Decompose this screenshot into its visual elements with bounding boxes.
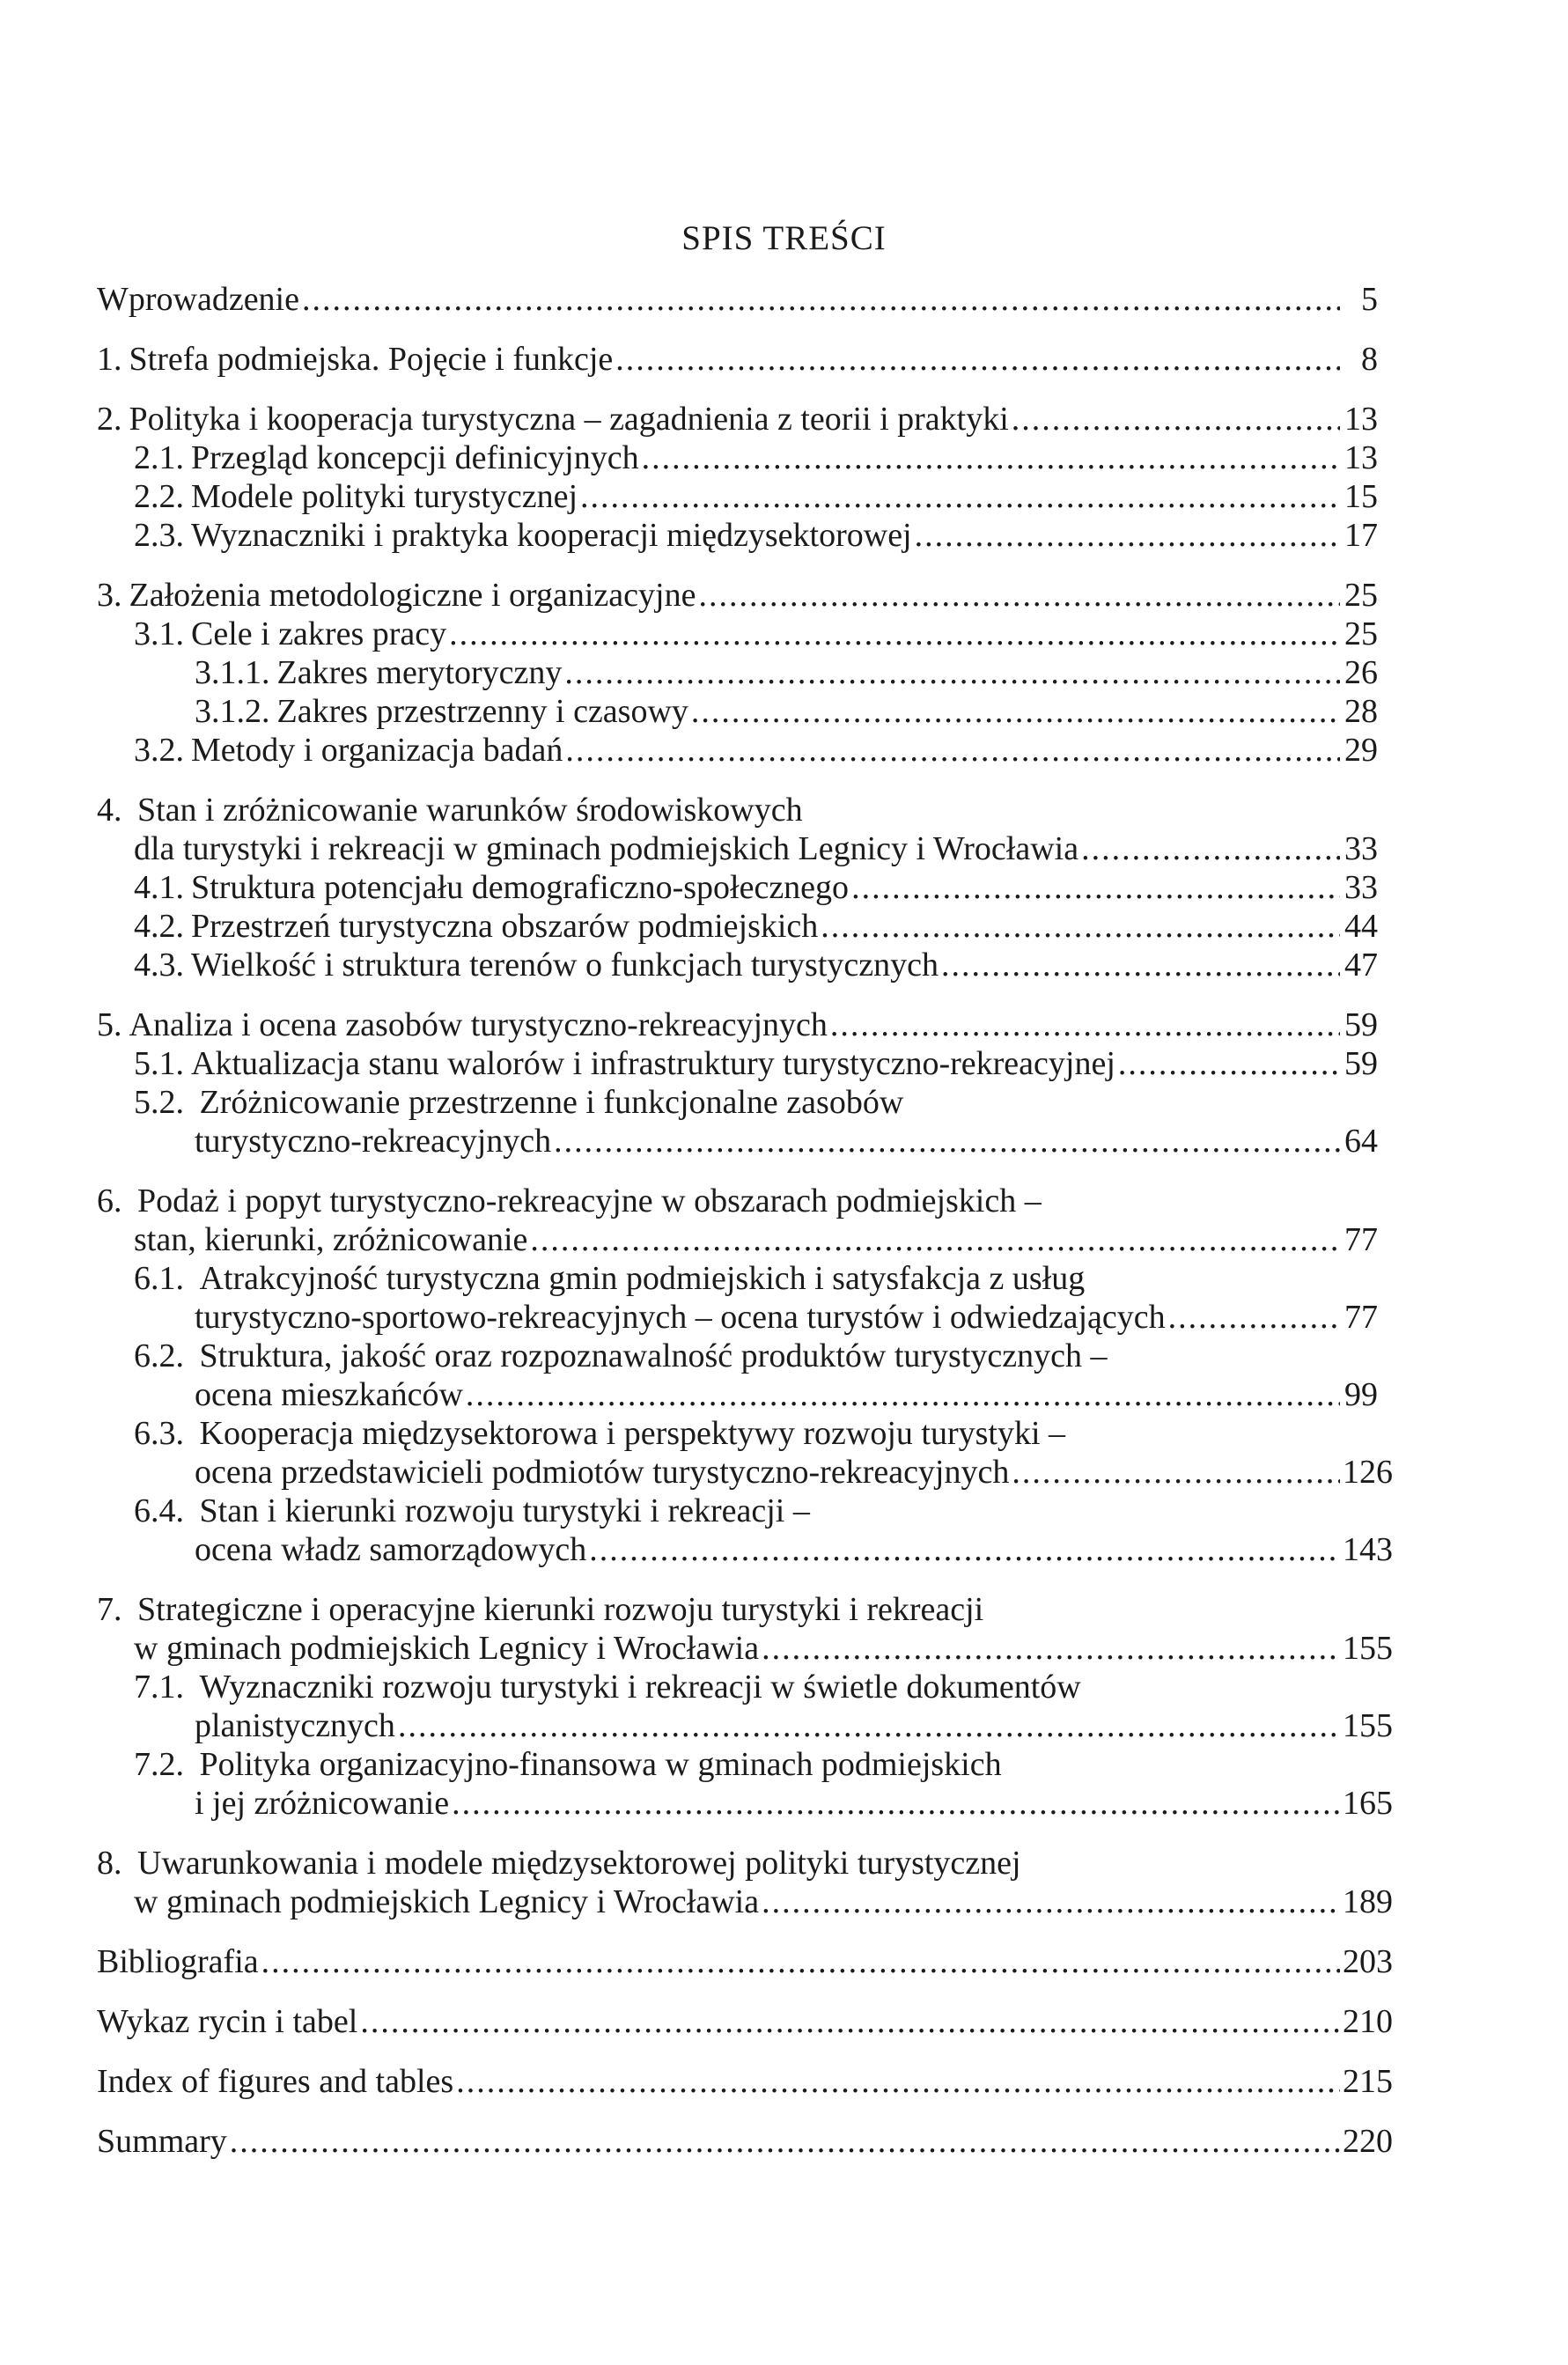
toc-entry-section-5-2-first-line [97,1083,1378,1122]
toc-entry-label-first: Uwarunkowania i modele międzysektorowej polityki turystycznej [137,1845,1021,1882]
table-of-contents [97,280,1393,2161]
toc-entry-section-5-2 [97,1122,1378,1160]
toc-entry-label: turystyczno-sportowo-rekreacyjnych – ocena turystów i odwiedzających [195,1299,1166,1336]
toc-entry-page: 59 [1344,1006,1378,1043]
toc-entry-page: 28 [1344,693,1378,730]
toc-entry-label: ocena przedstawicieli podmiotów turystyczno-rekreacyjnych [195,1454,1010,1491]
toc-entry-section-6-3 [97,1453,1393,1492]
dot-leader [830,1006,1340,1044]
toc-entry-page: 203 [1343,1943,1393,1980]
toc-entry-number: 2.3. [134,517,184,554]
dot-leader [261,1942,1340,1981]
toc-entry-label-first: Stan i kierunki rozwoju turystyki i rekreacji – [199,1492,810,1529]
toc-entry-section-6-4 [97,1530,1393,1569]
toc-entry-number: 1. [97,341,122,378]
toc-entry-page: 155 [1343,1630,1393,1667]
toc-entry-number: 3.1.1. [195,654,270,691]
dot-leader [398,1706,1340,1745]
toc-entry-index-of-figures [97,2062,1393,2101]
toc-entry-number: 6.2. [134,1337,184,1374]
toc-entry-label: Aktualizacja stanu walorów i infrastruktury turystyczno-rekreacyjnej [191,1045,1115,1082]
toc-entry-number: 7.1. [134,1669,184,1706]
toc-entry-label: Index of figures and tables [97,2063,454,2100]
toc-entry-number: 7. [97,1591,122,1628]
toc-entry-page: 126 [1343,1454,1393,1491]
toc-entry-number: 4.3. [134,947,184,984]
page-title: SPIS TREŚCI [681,219,887,257]
toc-entry-label: Wprowadzenie [97,281,299,318]
toc-entry-section-6-2 [97,1375,1378,1414]
toc-entry-label: ocena władz samorządowych [195,1531,587,1568]
toc-entry-page: 189 [1343,1883,1393,1920]
dot-leader [698,576,1340,615]
toc-entry-number: 3. [97,577,122,614]
dot-leader [1118,1044,1340,1083]
toc-entry-label-first: Strategiczne i operacyjne kierunki rozwoju turystyki i rekreacji [137,1591,984,1628]
toc-entry-page: 25 [1344,615,1378,652]
dot-leader [466,1375,1340,1414]
dot-leader [230,2122,1340,2161]
dot-leader [762,1629,1340,1668]
toc-entry-number: 6.4. [134,1492,184,1529]
dot-leader [530,1220,1340,1259]
toc-entry-label: Przestrzeń turystyczna obszarów podmiejskich [191,908,819,945]
toc-entry-label: Zakres przestrzenny i czasowy [276,693,688,730]
toc-entry-label: turystyczno-rekreacyjnych [195,1123,552,1160]
dot-leader [565,731,1340,770]
toc-entry-section-4-2 [97,907,1378,946]
toc-entry-label: Przegląd koncepcji definicyjnych [191,439,639,476]
toc-entry-page: 143 [1343,1531,1393,1568]
toc-entry-section-2-2 [97,477,1378,516]
toc-entry-page: 8 [1361,341,1378,378]
dot-leader [302,280,1340,319]
toc-entry-page: 59 [1344,1045,1378,1082]
toc-entry-section-3-1 [97,615,1378,653]
toc-entry-page: 155 [1343,1707,1393,1744]
toc-entry-label: i jej zróżnicowanie [195,1785,450,1822]
toc-entry-label: w gminach podmiejskich Legnicy i Wrocławia [134,1630,760,1667]
toc-entry-section-6-2-first-line [97,1337,1378,1375]
toc-entry-label-first: Atrakcyjność turystyczna gmin podmiejskich i satysfakcja z usług [199,1260,1086,1297]
toc-entry-number: 6.3. [134,1415,184,1452]
toc-entry-number: 5.2. [134,1084,184,1121]
toc-entry-label: Summary [97,2123,227,2160]
toc-entry-label-first: Zróżnicowanie przestrzenne i funkcjonalne zasobów [199,1084,904,1121]
toc-entry-label: Strefa podmiejska. Pojęcie i funkcje [129,341,614,378]
toc-entry-page: 17 [1344,517,1378,554]
toc-entry-page: 29 [1344,732,1378,769]
toc-entry-chapter-8-first-line [97,1844,1378,1882]
toc-entry-page: 13 [1344,401,1378,438]
toc-entry-number: 4.1. [134,869,184,906]
toc-entry-section-3-1-1 [97,653,1378,692]
toc-entry-number: 3.2. [134,732,184,769]
dot-leader [821,907,1340,946]
toc-entry-page: 210 [1343,2003,1393,2040]
toc-entry-page: 15 [1344,478,1378,515]
toc-entry-label: Bibliografia [97,1943,259,1980]
toc-entry-number: 6. [97,1182,122,1219]
toc-entry-chapter-3 [97,576,1378,615]
toc-entry-page: 77 [1344,1299,1378,1336]
toc-entry-page: 220 [1343,2123,1393,2160]
toc-entry-chapter-7 [97,1629,1393,1668]
dot-leader [941,946,1340,984]
toc-entry-chapter-5 [97,1006,1378,1044]
toc-entry-page: 33 [1344,830,1378,867]
toc-entry-label: dla turystyki i rekreacji w gminach podmiejskich Legnicy i Wrocławia [134,830,1079,867]
toc-entry-section-3-1-2 [97,692,1378,731]
dot-leader [580,477,1340,516]
toc-entry-section-2-3 [97,516,1378,555]
dot-leader [452,1784,1340,1823]
toc-entry-number: 2.1. [134,439,184,476]
dot-leader [1012,1453,1340,1492]
toc-entry-bibliography [97,1942,1393,1981]
toc-entry-number: 3.1. [134,615,184,652]
toc-entry-page: 99 [1344,1376,1378,1413]
toc-entry-number: 5. [97,1006,122,1043]
toc-entry-label: Wyznaczniki i praktyka kooperacji międzysektorowej [191,517,912,554]
toc-entry-label: Analiza i ocena zasobów turystyczno-rekreacyjnych [129,1006,828,1043]
dot-leader [1168,1298,1340,1337]
toc-entry-chapter-8 [97,1882,1393,1921]
dot-leader [762,1882,1340,1921]
toc-entry-section-7-1-first-line [97,1668,1378,1706]
dot-leader [1012,400,1340,438]
dot-leader [554,1122,1340,1160]
toc-entry-number: 2.2. [134,478,184,515]
toc-entry-label: Wykaz rycin i tabel [97,2003,358,2040]
toc-entry-label: Metody i organizacja badań [191,732,563,769]
toc-entry-label: planistycznych [195,1707,395,1744]
toc-entry-section-7-2-first-line [97,1745,1378,1784]
toc-entry-label: Struktura potencjału demograficzno-społecznego [191,869,850,906]
toc-entry-label-first: Wyznaczniki rozwoju turystyki i rekreacji w świetle dokumentów [199,1669,1081,1706]
dot-leader [589,1530,1340,1569]
toc-entry-chapter-1 [97,340,1378,379]
dot-leader [1081,829,1340,868]
toc-entry-page: 77 [1344,1221,1378,1258]
toc-entry-label-first: Stan i zróżnicowanie warunków środowiskowych [137,792,803,829]
dot-leader [564,653,1340,692]
toc-entry-page: 26 [1344,654,1378,691]
toc-entry-number: 4. [97,792,122,829]
toc-entry-number: 3.1.2. [195,693,270,730]
dot-leader [691,692,1340,731]
toc-entry-section-2-1 [97,438,1378,477]
toc-entry-label: Założenia metodologiczne i organizacyjne [129,577,696,614]
dot-leader [642,438,1340,477]
toc-entry-label: Polityka i kooperacja turystyczna – zagadnienia z teorii i praktyki [129,401,1009,438]
toc-entry-chapter-6 [97,1220,1378,1259]
toc-entry-number: 6.1. [134,1260,184,1297]
toc-entry-page: 165 [1343,1785,1393,1822]
toc-entry-page: 215 [1343,2063,1393,2100]
toc-entry-section-6-1-first-line [97,1259,1378,1298]
toc-entry-page: 64 [1344,1123,1378,1160]
toc-entry-chapter-6-first-line [97,1182,1378,1220]
toc-entry-number: 4.2. [134,908,184,945]
toc-entry-section-7-2 [97,1784,1393,1823]
toc-entry-section-6-1 [97,1298,1378,1337]
toc-entry-number: 2. [97,401,122,438]
toc-entry-page: 44 [1344,908,1378,945]
dot-leader [915,516,1340,555]
toc-entry-list-of-figures [97,2002,1393,2041]
dot-leader [615,340,1340,379]
toc-entry-section-6-4-first-line [97,1492,1378,1530]
toc-entry-number: 7.2. [134,1746,184,1783]
dot-leader [449,615,1340,653]
toc-entry-section-4-3 [97,946,1378,984]
toc-entry-summary [97,2122,1393,2161]
toc-entry-label: ocena mieszkańców [195,1376,463,1413]
toc-entry-page: 47 [1344,947,1378,984]
toc-entry-chapter-4 [97,829,1378,868]
toc-entry-introduction [97,280,1378,319]
toc-entry-label: Modele polityki turystycznej [191,478,578,515]
toc-entry-label: stan, kierunki, zróżnicowanie [134,1221,528,1258]
toc-entry-section-4-1 [97,868,1378,907]
toc-entry-label: w gminach podmiejskich Legnicy i Wrocławia [134,1883,760,1920]
toc-entry-number: 5.1. [134,1045,184,1082]
toc-entry-label-first: Kooperacja międzysektorowa i perspektywy rozwoju turystyki – [199,1415,1066,1452]
toc-entry-label-first: Podaż i popyt turystyczno-rekreacyjne w obszarach podmiejskich – [137,1182,1042,1219]
toc-entry-chapter-7-first-line [97,1590,1378,1629]
toc-entry-label-first: Polityka organizacyjno-finansowa w gminach podmiejskich [199,1746,1002,1783]
toc-entry-number: 8. [97,1845,122,1882]
toc-entry-label: Wielkość i struktura terenów o funkcjach turystycznych [191,947,939,984]
toc-entry-label: Zakres merytoryczny [276,654,563,691]
toc-entry-section-6-3-first-line [97,1414,1378,1453]
toc-entry-section-7-1 [97,1706,1393,1745]
toc-entry-section-5-1 [97,1044,1378,1083]
toc-entry-label: Cele i zakres pracy [191,615,447,652]
toc-entry-section-3-2 [97,731,1378,770]
toc-entry-chapter-2 [97,400,1378,438]
dot-leader [851,868,1340,907]
toc-entry-page: 25 [1344,577,1378,614]
toc-entry-page: 33 [1344,869,1378,906]
toc-entry-label-first: Struktura, jakość oraz rozpoznawalność produktów turystycznych – [199,1337,1108,1374]
toc-entry-page: 5 [1361,281,1378,318]
toc-entry-chapter-4-first-line [97,791,1378,829]
dot-leader [360,2002,1340,2041]
toc-entry-page: 13 [1344,439,1378,476]
dot-leader [456,2062,1340,2101]
